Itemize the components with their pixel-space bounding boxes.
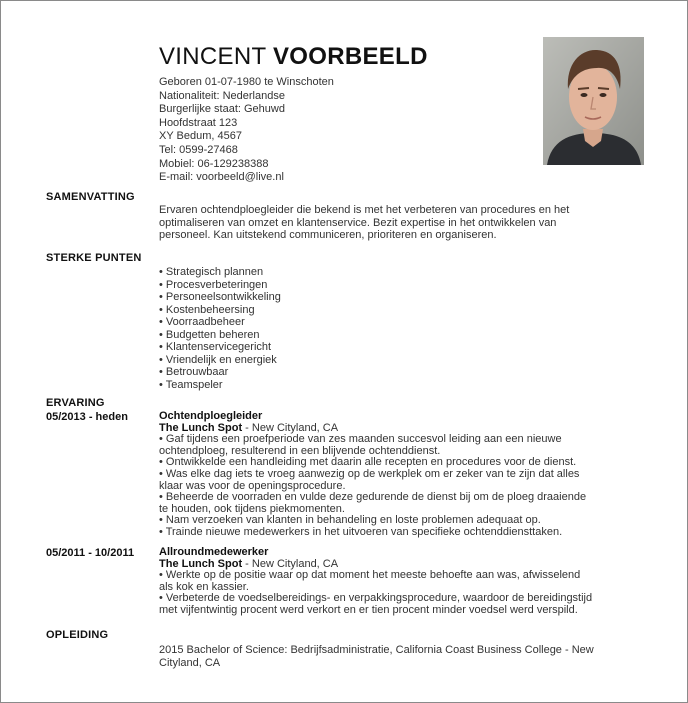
list-item: • Personeelsontwikkeling: [159, 291, 281, 303]
list-item: • Budgetten beheren: [159, 328, 260, 341]
street-address: Hoofdstraat 123: [159, 116, 238, 129]
job-entry: [159, 547, 645, 617]
company-location: - New Cityland, CA: [242, 557, 339, 570]
postal-city: XY Bedum, 4567: [159, 130, 242, 143]
summary-line: optimaliseren van omzet en klantenservice. Bezit expertise in het ontwikkelen van: [159, 216, 557, 229]
section-title-experience: ERVARING: [46, 397, 105, 409]
company-location: - New Cityland, CA: [242, 421, 339, 434]
section-title-education: OPLEIDING: [46, 629, 109, 641]
job-line: met vijfentwintig procent werd verkort en er tien procent minder voedsel werd verspild.: [159, 603, 578, 616]
job-title: Ochtendploegleider: [159, 410, 263, 422]
list-item: • Procesverbeteringen: [159, 278, 268, 291]
job-dates: 05/2013 - heden: [46, 411, 128, 423]
job-line: • Beheerde de voorraden en vulde deze gedurende de dienst bij om de ploeg draaiende: [159, 491, 587, 504]
education-line: 2015 Bachelor of Science: Bedrijfsadministratie, California Coast Business College - New: [159, 644, 594, 656]
nationality: Nationaliteit: Nederlandse: [159, 89, 285, 102]
phone: Tel: 0599-27468: [159, 143, 238, 156]
job-line: • Trainde nieuwe medewerkers in het uitvoeren van specifieke ochtenddiensttaken.: [159, 525, 563, 538]
section-title-strengths: STERKE PUNTEN: [46, 252, 142, 264]
education-line: Cityland, CA: [159, 656, 221, 669]
first-name: VINCENT: [159, 43, 267, 70]
job-line: • Nam verzoeken van klanten in behandeling en loste problemen adequaat op.: [159, 514, 541, 527]
mobile: Mobiel: 06-129238388: [159, 157, 269, 170]
job-line: klaar was voor de openingsprocedure.: [159, 479, 346, 492]
job-line: • Ontwikkelde een handleiding met daarin alle recepten en procedures voor de dienst.: [159, 456, 577, 469]
job-line: • Was elke dag iets te vroeg aanwezig op de werkplek om er zeker van te zijn dat alles: [159, 467, 580, 480]
job-line: • Werkte op de positie waar op dat moment het meeste behoefte aan was, afwisselend: [159, 569, 581, 582]
contact-details: [159, 76, 334, 185]
summary-line: personeel. Kan uitstekend communiceren, prioriteren en organiseren.: [159, 229, 497, 241]
last-name: VOORBEELD: [272, 43, 428, 70]
birth-info: Geboren 01-07-1980 te Winschoten: [159, 76, 334, 88]
job-entry: [159, 411, 645, 539]
marital-status: Burgerlijke staat: Gehuwd: [159, 103, 285, 116]
list-item: • Strategisch plannen: [159, 266, 264, 278]
candidate-name: [159, 43, 428, 71]
list-item: • Teamspeler: [159, 378, 223, 391]
job-line: • Gaf tijdens een proefperiode van zes maanden succesvol leiding aan een nieuwe: [159, 433, 562, 446]
summary-text: [159, 204, 639, 242]
list-item: • Vriendelijk en energiek: [159, 353, 277, 366]
company-name: The Lunch Spot: [159, 557, 243, 570]
job-dates: 05/2011 - 10/2011: [46, 547, 135, 559]
summary-line: Ervaren ochtendploegleider die bekend is met het verbeteren van procedures en het: [159, 204, 570, 216]
job-title: Allroundmedewerker: [159, 546, 269, 558]
email: E-mail: voorbeeld@live.nl: [159, 171, 284, 184]
education-text: [159, 644, 639, 669]
job-line: ochtendploeg, resulterend in een blijvende ochtenddienst.: [159, 444, 441, 457]
portrait-image: [543, 37, 644, 165]
list-item: • Voorraadbeheer: [159, 316, 245, 328]
list-item: • Betrouwbaar: [159, 366, 229, 378]
job-line: te houden, ook tijdens piekmomenten.: [159, 502, 345, 515]
list-item: • Kostenbeheersing: [159, 303, 255, 316]
profile-photo: [543, 37, 644, 165]
strengths-list: [159, 266, 639, 391]
job-line: als kok en kassier.: [159, 580, 249, 593]
section-title-summary: SAMENVATTING: [46, 191, 135, 203]
list-item: • Klantenservicegericht: [159, 341, 272, 353]
company-name: The Lunch Spot: [159, 421, 243, 434]
job-line: • Verbeterde de voedselbereidings- en verpakkingsprocedure, waardoor de bereidingstijd: [159, 592, 593, 605]
